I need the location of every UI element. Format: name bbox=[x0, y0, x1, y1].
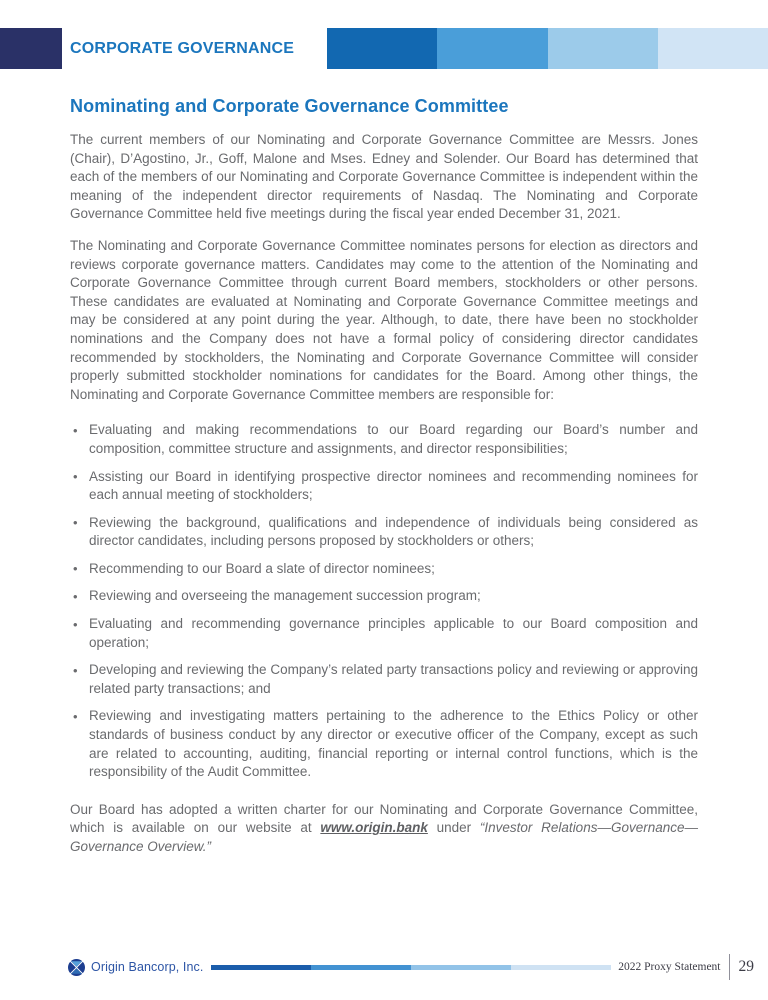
header-bar-segment-3 bbox=[548, 28, 658, 69]
page-number-divider bbox=[729, 954, 730, 980]
article-body bbox=[70, 96, 698, 857]
list-item-board-composition: • Evaluating and making recommendations to our Board regarding our Board’s number and composition, committee structure and assignments, and director responsibilities; bbox=[70, 421, 698, 458]
closing-paragraph bbox=[70, 801, 698, 857]
list-item-related-party: • Developing and reviewing the Company’s related party transactions policy and reviewing or approving related party transactions; and bbox=[70, 661, 698, 698]
list-item-review-background: • Reviewing the background, qualifications and independence of individuals being considered as director candidates, including persons proposed by stockholders or others; bbox=[70, 514, 698, 551]
section-eyebrow: CORPORATE GOVERNANCE bbox=[70, 39, 295, 57]
page-header bbox=[0, 28, 768, 69]
list-item-recommend-slate: • Recommending to our Board a slate of director nominees; bbox=[70, 560, 698, 579]
closing-text-before-link: Our Board has adopted a written charter for our Nominating and Corporate Governance Committee, which is available on our website at bbox=[70, 801, 698, 836]
footer-bar-segment-3 bbox=[411, 965, 511, 970]
list-item-governance-principles: • Evaluating and recommending governance principles applicable to our Board composition and operation; bbox=[70, 615, 698, 652]
document-label: 2022 Proxy Statement bbox=[618, 961, 721, 973]
closing-text-after-link: under bbox=[427, 820, 480, 836]
footer-bar-segment-2 bbox=[311, 965, 411, 970]
origin-website-link[interactable]: www.origin.bank bbox=[320, 820, 428, 836]
page-footer bbox=[68, 951, 754, 983]
paragraph-members: The current members of our Nominating and Corporate Governance Committee are Messrs. Jones (Chair), D’Agostino, Jr., Goff, Malone and Mses. Edney and Solender. Our Board has determined that each of the members of our Nominating and Corporate Governance Committee is independent within the meaning of the independent director requirements of Nasdaq. The Nominating and Corporate Governance Committee held five meetings during the fiscal year ended December 31, 2021. bbox=[70, 132, 698, 222]
paragraph-nominations: The Nominating and Corporate Governance Committee nominates persons for election as directors and reviews corporate governance matters. Candidates may come to the attention of the Nominating and Corporate Governance Committee through current Board members, stockholders or other persons. These candidates are evaluated at Nominating and Corporate Governance Committee meetings and may be considered at any point during the year. Although, to date, there have been no stockholder nominations and the Company does not have a formal policy of considering director candidates recommended by stockholders, the Nominating and Corporate Governance Committee will consider properly submitted stockholder nominations for candidates for the Board. Among other things, the Nominating and Corporate Governance Committee members are responsible for: bbox=[70, 237, 698, 402]
page-number: 29 bbox=[738, 958, 754, 975]
footer-bar-segment-1 bbox=[211, 965, 311, 970]
footer-bar-segment-4 bbox=[511, 965, 611, 970]
list-item-succession-program: • Reviewing and overseeing the management succession program; bbox=[70, 587, 698, 606]
closing-quote: “Investor Relations—Governance—Governance Overview.” bbox=[70, 820, 698, 854]
header-bar-segment-2 bbox=[437, 28, 547, 69]
responsibilities-list bbox=[70, 421, 698, 782]
origin-logo-icon bbox=[68, 959, 85, 976]
header-color-bar bbox=[327, 28, 768, 69]
header-bar-segment-4 bbox=[658, 28, 768, 69]
company-name: Origin Bancorp, Inc. bbox=[91, 960, 204, 974]
page-title: Nominating and Corporate Governance Committee bbox=[70, 96, 509, 116]
list-item-ethics-policy: • Reviewing and investigating matters pertaining to the adherence to the Ethics Policy or other standards of business conduct by any director or executive officer of the Company, except as such are related to accounting, auditing, financial reporting or internal control functions, which is the responsibility of the Audit Committee. bbox=[70, 707, 698, 781]
footer-color-bar bbox=[211, 965, 611, 970]
list-item-identify-nominees: • Assisting our Board in identifying prospective director nominees and recommending nominees for each annual meeting of stockholders; bbox=[70, 468, 698, 505]
footer-brand bbox=[68, 959, 203, 976]
header-bar-segment-1 bbox=[327, 28, 437, 69]
header-accent-block bbox=[0, 28, 62, 69]
